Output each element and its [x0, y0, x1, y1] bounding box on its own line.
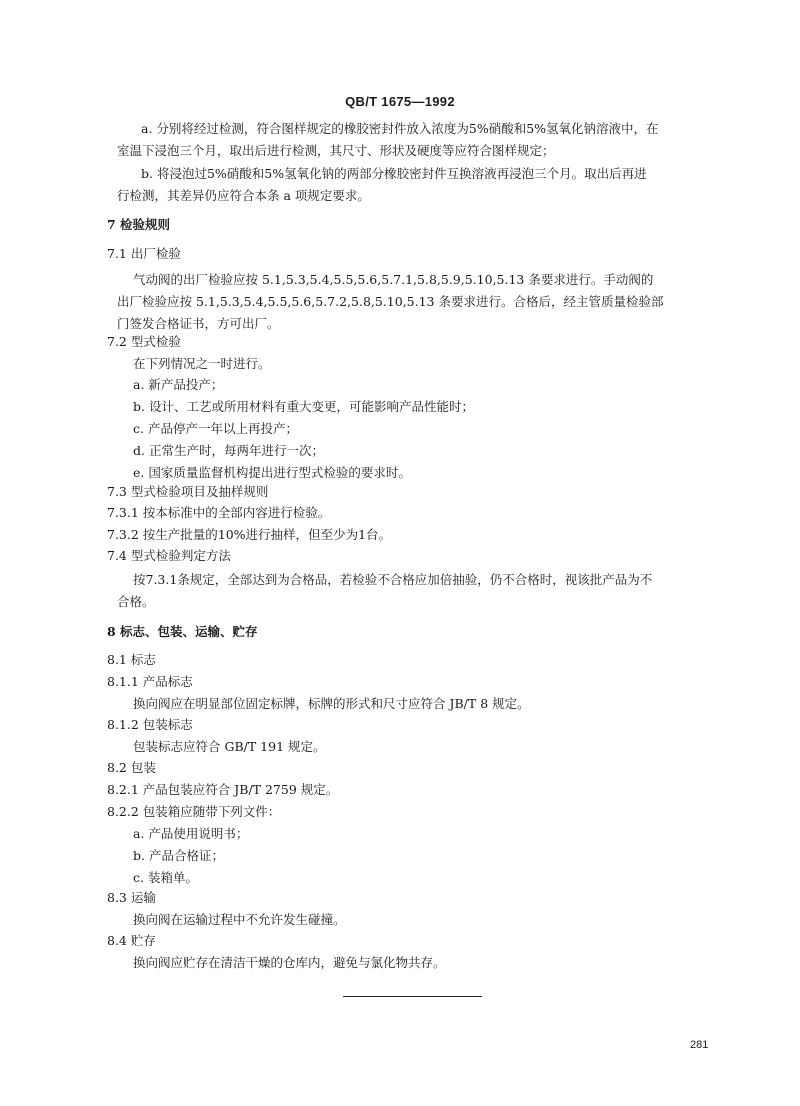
text-line: a. 新产品投产； — [133, 377, 224, 392]
section-heading: 8 标志、包装、运输、贮存 — [107, 624, 258, 639]
page-number: 281 — [690, 1039, 709, 1051]
text-line: 室温下浸泡三个月，取出后进行检测，其尺寸、形状及硬度等应符合图样规定； — [117, 143, 555, 158]
text-line: 7.2 型式检验 — [107, 334, 181, 349]
section-heading: 7 检验规则 — [107, 217, 171, 232]
text-line: b. 产品合格证； — [133, 848, 224, 863]
text-line: 7.3 型式检验项目及抽样规则 — [107, 484, 269, 499]
text-line: b. 设计、工艺或所用材料有重大变更，可能影响产品性能时； — [133, 399, 474, 414]
text-line: c. 产品停产一年以上再投产； — [133, 421, 298, 436]
text-line: d. 正常生产时，每两年进行一次； — [133, 443, 324, 458]
text-line: 8.1 标志 — [107, 652, 156, 667]
text-line: 包装标志应符合 GB/T 191 规定。 — [133, 739, 326, 754]
text-line: 行检测，其差异仍应符合本条 a 项规定要求。 — [117, 188, 370, 203]
text-line: 换向阀应贮存在清洁干燥的仓库内，避免与氯化物共存。 — [133, 955, 446, 970]
text-line: 按7.3.1条规定，全部达到为合格品，若检验不合格应加倍抽验，仍不合格时，视该批产品为不 — [133, 572, 653, 587]
text-line: 8.1.1 产品标志 — [107, 674, 193, 689]
text-line: a. 产品使用说明书； — [133, 826, 249, 841]
text-line: 7.4 型式检验判定方法 — [107, 548, 231, 563]
text-line: e. 国家质量监督机构提出进行型式检验的要求时。 — [133, 465, 411, 480]
text-line: c. 装箱单。 — [133, 870, 198, 885]
text-line: 气动阀的出厂检验应按 5.1,5.3,5.4,5.5,5.6,5.7.1,5.8,5.9,5.10,5.13 条要求进行。手动阀的 — [133, 272, 654, 287]
text-line: 8.4 贮存 — [107, 933, 156, 948]
text-line: 8.1.2 包装标志 — [107, 717, 193, 732]
text-line: 7.3.1 按本标准中的全部内容进行检验。 — [107, 505, 331, 520]
text-line: 7.3.2 按生产批量的10%进行抽样，但至少为1台。 — [107, 527, 392, 542]
text-line: 8.2.1 产品包装应符合 JB/T 2759 规定。 — [107, 782, 339, 797]
text-line: 7.1 出厂检验 — [107, 246, 181, 261]
text-line: 8.3 运输 — [107, 890, 156, 905]
text-line: a. 分别将经过检测，符合图样规定的橡胶密封件放入浓度为5%硝酸和5%氢氧化钠溶液中，在 — [141, 121, 659, 136]
text-line: b. 将浸泡过5%硝酸和5%氢氧化钠的两部分橡胶密封件互换溶液再浸泡三个月。取出后再进 — [141, 166, 647, 181]
text-line: 换向阀应在明显部位固定标牌，标牌的形式和尺寸应符合 JB/T 8 规定。 — [133, 696, 530, 711]
text-line: 合格。 — [117, 594, 155, 609]
end-divider — [343, 996, 482, 997]
text-line: 8.2.2 包装箱应随带下列文件： — [107, 804, 281, 819]
text-line: 8.2 包装 — [107, 760, 156, 775]
text-line: 换向阀在运输过程中不允许发生碰撞。 — [133, 912, 346, 927]
text-line: 门签发合格证书，方可出厂。 — [117, 316, 280, 331]
document-header: QB/T 1675—1992 — [345, 94, 455, 109]
text-line: 在下列情况之一时进行。 — [133, 356, 271, 371]
text-line: 出厂检验应按 5.1,5.3,5.4,5.5,5.6,5.7.2,5.8,5.10,5.13 条要求进行。合格后，经主管质量检验部 — [117, 294, 664, 309]
